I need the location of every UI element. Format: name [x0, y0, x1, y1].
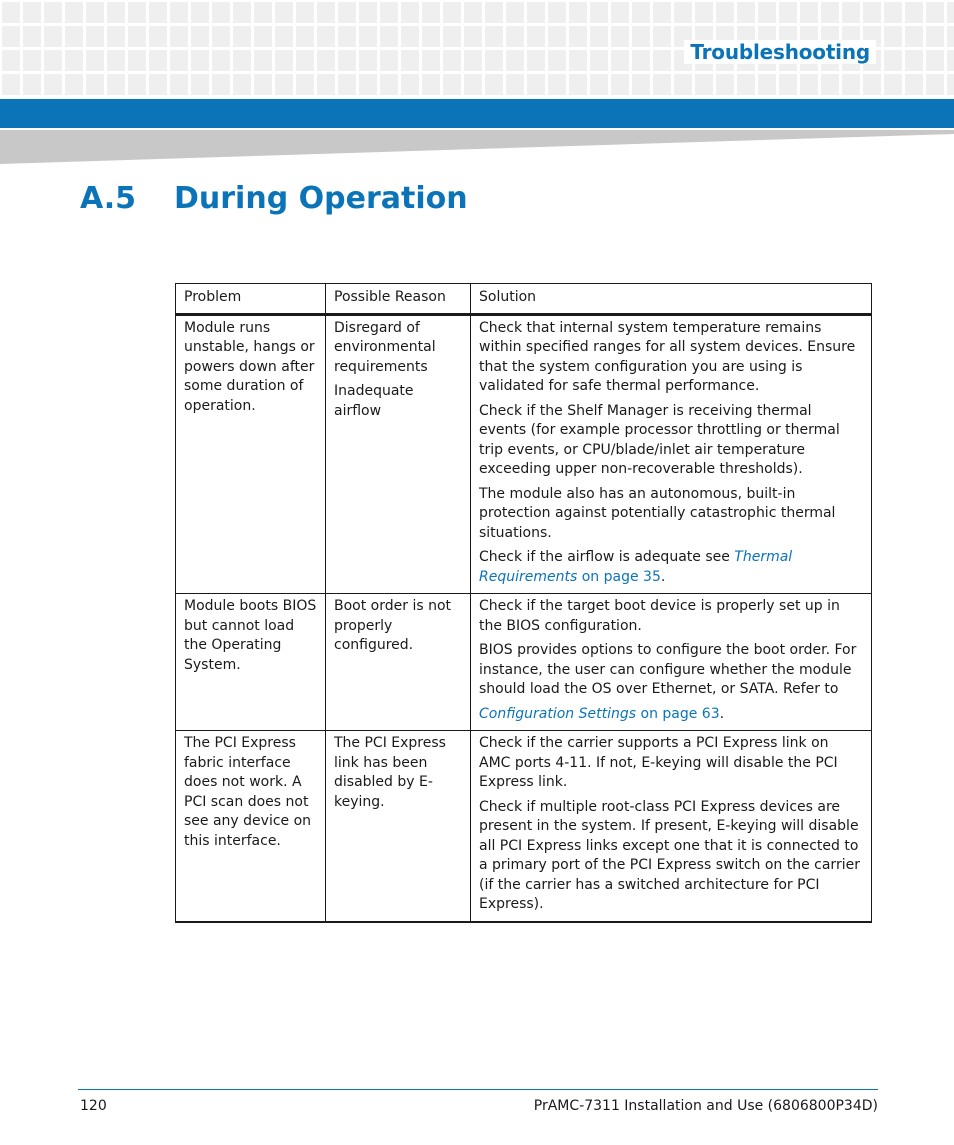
solution-cell — [471, 731, 872, 922]
document-title: PrAMC-7311 Installation and Use (6806800P34D) — [533, 1098, 878, 1114]
table-row — [176, 731, 872, 922]
page-number: 120 — [80, 1098, 107, 1114]
solution-text: Check if the airflow is adequate see Thermal Requirements on page 35. — [479, 549, 793, 585]
solution-text: Check that internal system temperature remains within specified ranges for all system devices. Ensure that the system configuration you are using is validated for safe thermal performance. — [479, 319, 856, 394]
table-row — [176, 594, 872, 731]
problem-cell: Module runs unstable, hangs or powers down after some duration of operation. — [176, 314, 326, 594]
section-title: During Operation — [174, 181, 468, 216]
column-header-reason: Possible Reason — [326, 284, 471, 315]
footer-rule — [78, 1089, 878, 1090]
solution-text: Check if the Shelf Manager is receiving thermal events (for example processor throttling or thermal trip events, or CPU/blade/inlet air temperature exceeding upper non-recoverable thresholds). — [479, 402, 840, 477]
solution-text: BIOS provides options to configure the boot order. For instance, the user can configure whether the module should load the OS over Ethernet, or SATA. Refer to — [479, 642, 857, 697]
section-heading — [80, 181, 468, 216]
solution-cell — [471, 314, 872, 594]
reason-cell — [326, 731, 471, 922]
solution-text: The module also has an autonomous, built-in protection against potentially catastrophic thermal situations. — [479, 485, 836, 541]
section-number: A.5 — [80, 181, 137, 216]
problem-cell: Module boots BIOS but cannot load the Operating System. — [176, 594, 326, 731]
header-blue-bar — [0, 99, 954, 128]
table-row — [176, 314, 872, 594]
reason-text: Disregard of environmental requirements — [334, 319, 436, 375]
solution-text: Check if multiple root-class PCI Express devices are present in the system. If present, E-keying will disable all PCI Express links except one that it is connected to a primary port of the PCI Express switch on the carrier (if the carrier has a switched architecture for PCI Express). — [479, 798, 860, 912]
chapter-title: Troubleshooting — [684, 40, 876, 64]
reason-text: Inadequate airflow — [334, 383, 414, 419]
reason-text: Boot order is not properly configured. — [334, 598, 452, 653]
reason-text: The PCI Express link has been disabled by E-keying. — [334, 735, 446, 810]
reason-cell — [326, 594, 471, 731]
solution-cell — [471, 594, 872, 731]
header-gray-wedge — [0, 128, 954, 164]
thermal-requirements-link[interactable]: Thermal Requirements on page 35 — [479, 549, 793, 585]
solution-text: Configuration Settings on page 63. — [479, 705, 725, 722]
solution-text: Check if the carrier supports a PCI Express link on AMC ports 4-11. If not, E-keying will disable the PCI Express link. — [479, 735, 838, 790]
table-header-row — [176, 284, 872, 315]
reason-cell — [326, 314, 471, 594]
solution-text: Check if the target boot device is properly set up in the BIOS configuration. — [479, 598, 840, 634]
troubleshooting-table — [175, 283, 872, 923]
column-header-solution: Solution — [471, 284, 872, 315]
problem-cell: The PCI Express fabric interface does not work. A PCI scan does not see any device on this interface. — [176, 731, 326, 922]
configuration-settings-link[interactable]: Configuration Settings on page 63 — [479, 705, 720, 722]
column-header-problem: Problem — [176, 284, 326, 315]
